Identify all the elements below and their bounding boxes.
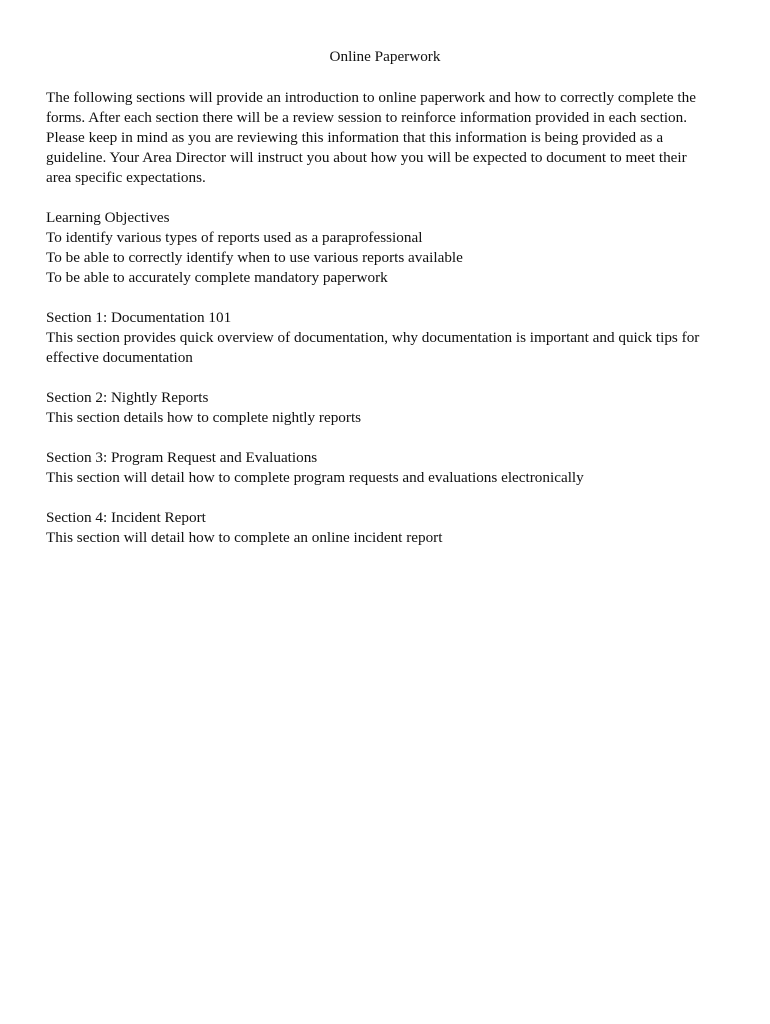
section-description: effective documentation (46, 349, 193, 366)
section-heading: Section 2: Nightly Reports (46, 389, 209, 406)
intro-line: area specific expectations. (46, 169, 206, 186)
intro-paragraph (46, 88, 730, 188)
objectives-heading: Learning Objectives (46, 209, 170, 226)
intro-line: guideline. Your Area Director will instruct you about how you will be expected to document to meet their (46, 149, 687, 166)
page-title: Online Paperwork (329, 48, 441, 65)
section-heading: Section 1: Documentation 101 (46, 309, 232, 326)
objective-item: To be able to correctly identify when to use various reports available (46, 249, 463, 266)
intro-line: Please keep in mind as you are reviewing this information that this information is being provided as a (46, 129, 664, 146)
section-4 (46, 508, 730, 548)
section-description: This section provides quick overview of documentation, why documentation is important and quick tips for (46, 329, 700, 346)
section-2 (46, 388, 730, 428)
section-description: This section details how to complete nightly reports (46, 409, 362, 426)
document-body (46, 88, 730, 568)
section-heading: Section 4: Incident Report (46, 509, 206, 526)
objective-item: To be able to accurately complete mandatory paperwork (46, 269, 388, 286)
section-1 (46, 308, 730, 368)
objective-item: To identify various types of reports used as a paraprofessional (46, 229, 423, 246)
intro-line: The following sections will provide an introduction to online paperwork and how to correctly complete the (46, 89, 696, 106)
section-description: This section will detail how to complete program requests and evaluations electronically (46, 469, 584, 486)
learning-objectives (46, 208, 730, 288)
intro-line: forms. After each section there will be a review session to reinforce information provided in each section. (46, 109, 688, 126)
section-heading: Section 3: Program Request and Evaluations (46, 449, 318, 466)
section-description: This section will detail how to complete an online incident report (46, 529, 443, 546)
section-3 (46, 448, 730, 488)
